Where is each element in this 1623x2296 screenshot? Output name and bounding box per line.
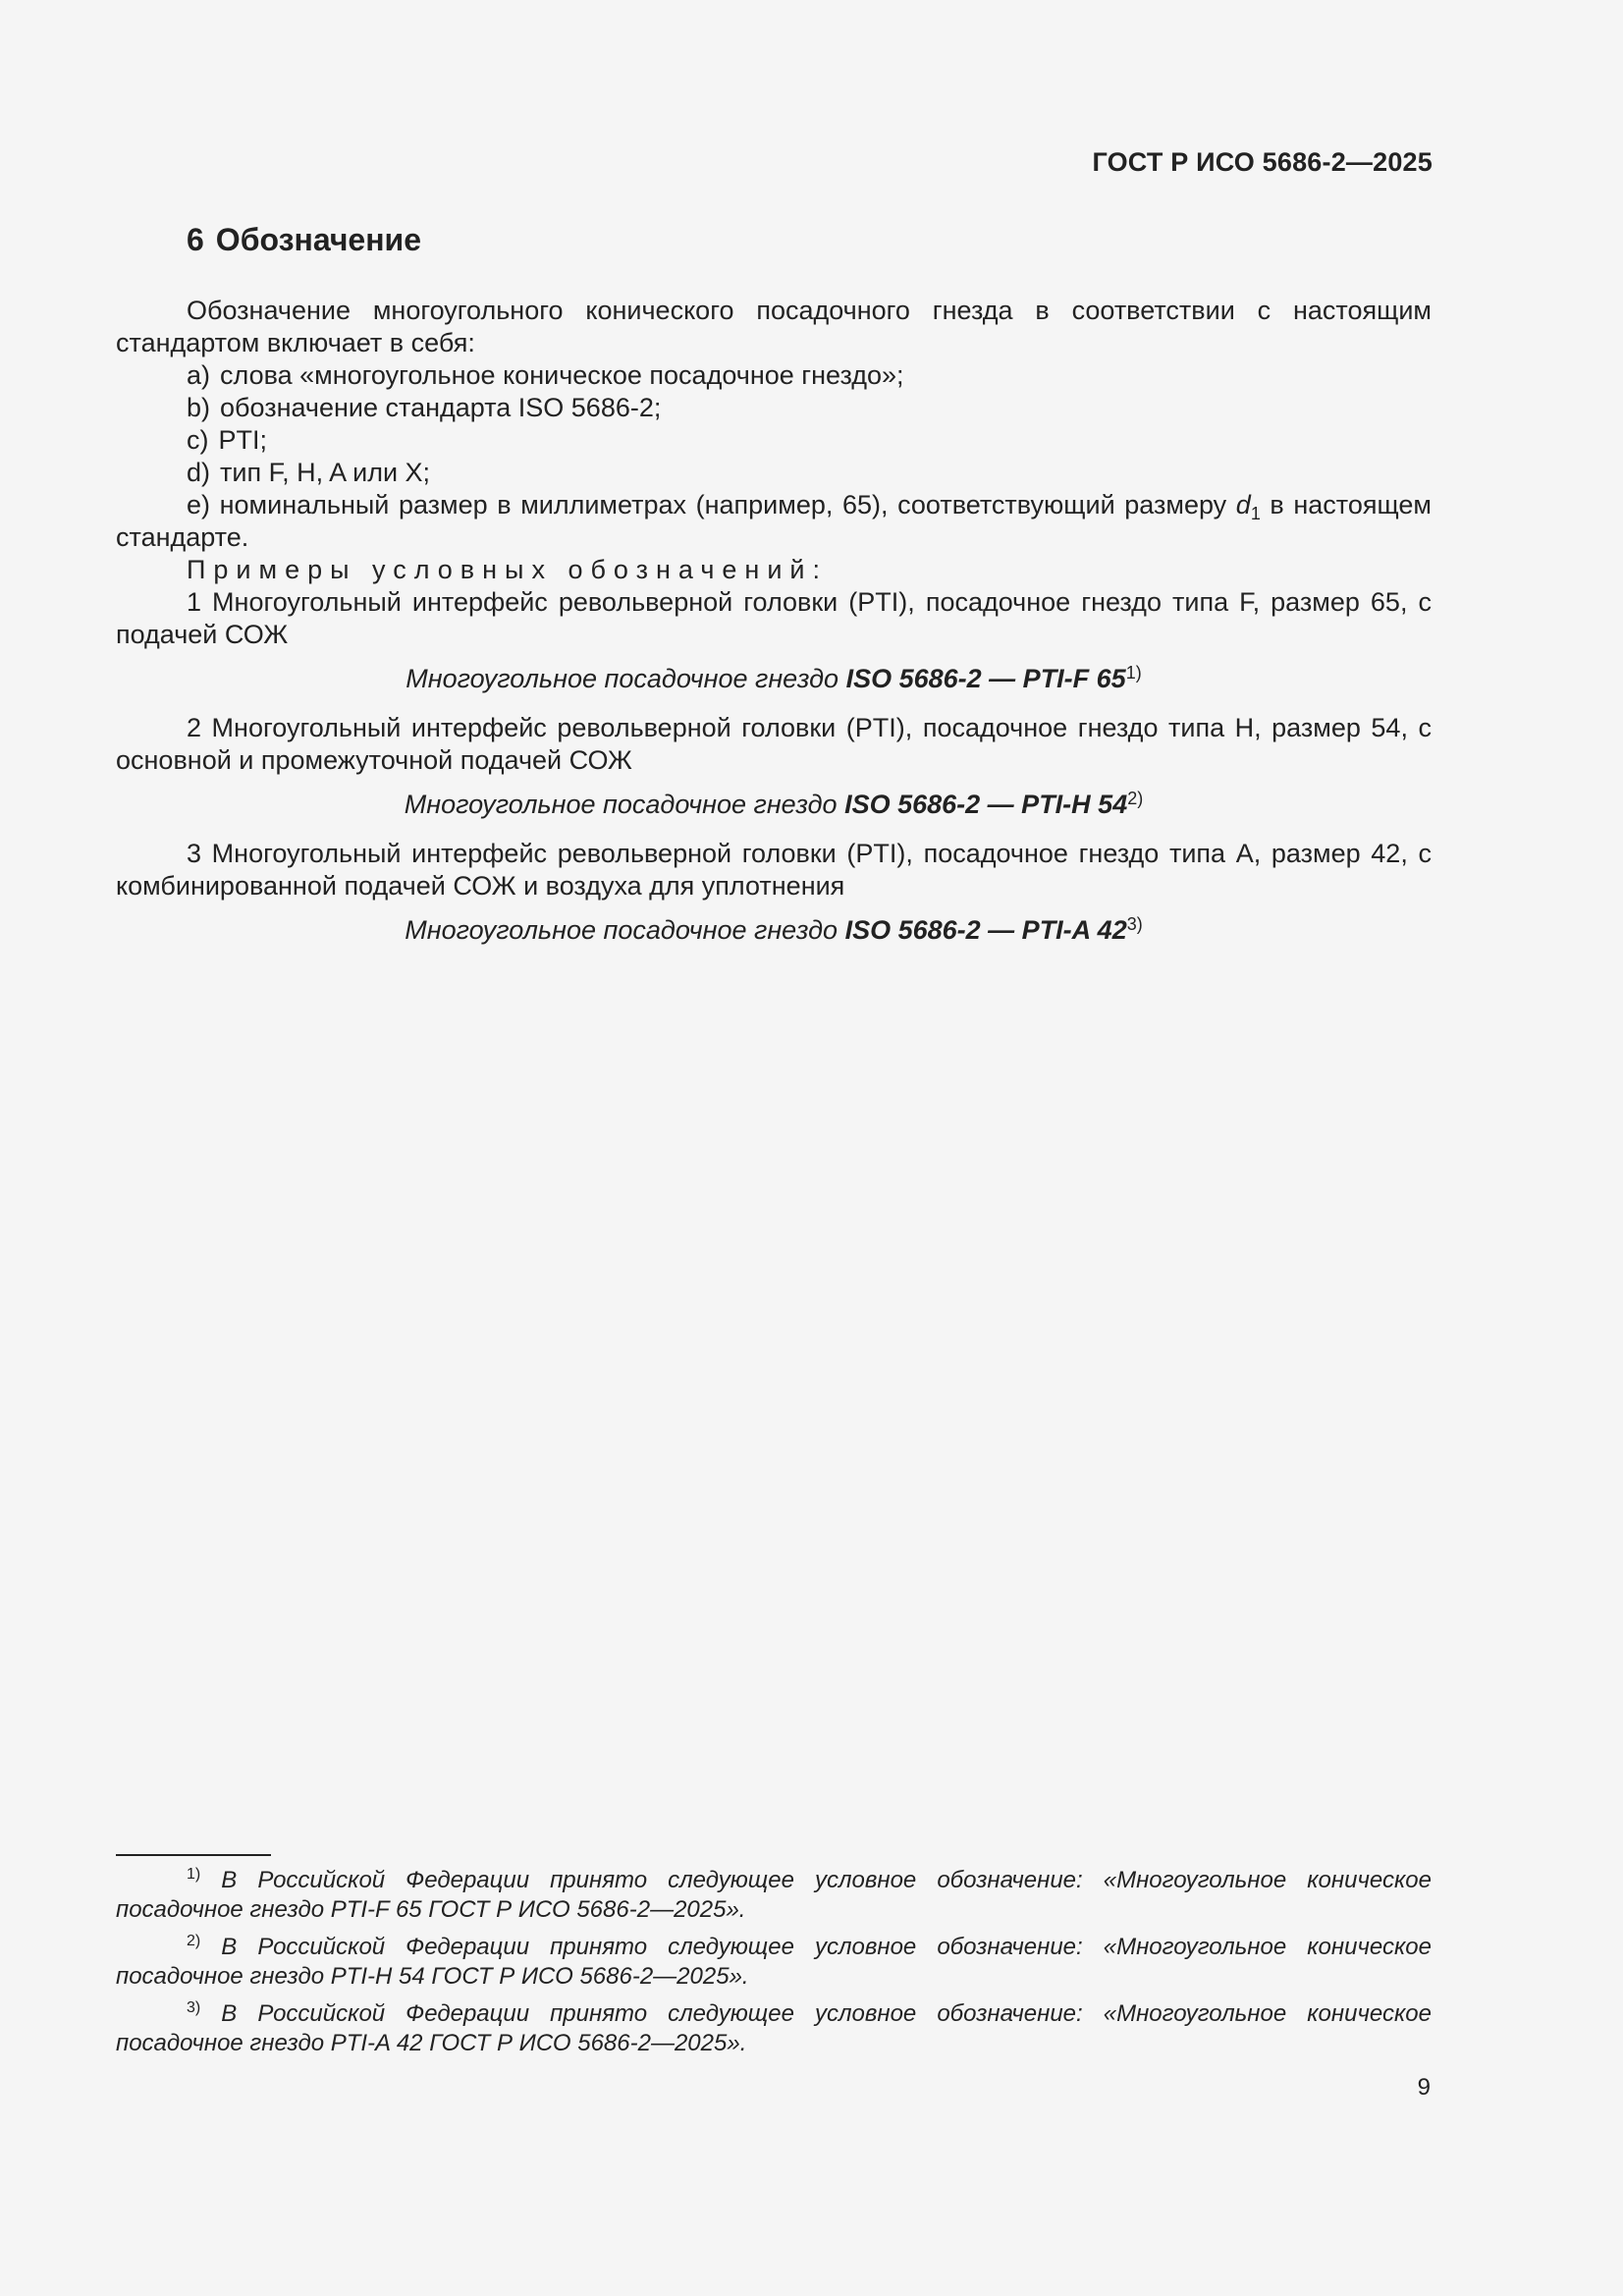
list-marker: e) [187,490,211,519]
footnote-text: В Российской Федерации принято следующее условное обозначение: «Многоугольное коническое посадочное гнездо PTI-A 42 ГОСТ Р ИСО 5686-2—2025». [116,2000,1432,2056]
list-item [116,424,1432,457]
list-marker: d) [187,458,211,487]
footnote-marker: 3) [187,1999,201,2016]
designation-prefix: Многоугольное посадочное гнездо [405,915,839,945]
designation-code: ISO 5686-2 — PTI-A 42 [844,915,1127,945]
list-item-text: обозначение стандарта ISO 5686-2; [220,393,662,422]
footnote-marker: 1) [187,1866,201,1883]
designation-code: ISO 5686-2 — PTI-F 65 [845,664,1126,693]
example-designation [116,663,1432,695]
example-text: 3 Многоугольный интерфейс револьверной головки (PTI), посадочное гнездо типа A, размер 42, с комбинированной подачей СОЖ и воздуха для уплотнения [116,839,1432,901]
designation-prefix: Многоугольное посадочное гнездо [404,790,838,819]
footnote-ref: 3) [1126,914,1143,934]
list-item-text: номинальный размер в миллиметрах (например, 65), соответствующий размеру [219,490,1236,519]
footnote-ref: 1) [1125,663,1142,683]
list-item [116,489,1432,554]
symbol-d: d [1235,490,1251,519]
list-item-text: PTI; [218,425,268,455]
list-item-text-after: в настоящем стандарте. [116,490,1432,552]
footnote-marker: 2) [187,1933,201,1949]
example-designation [116,789,1432,821]
examples-title: Примеры условных обозначений: [187,555,829,584]
footnote [116,1866,1432,1925]
list-item [116,392,1432,424]
footnote-separator [116,1854,271,1856]
footnote-text: В Российской Федерации принято следующее условное обозначение: «Многоугольное коническое посадочное гнездо PTI-F 65 ГОСТ Р ИСО 5686-2—2025». [116,1867,1432,1923]
footnote [116,1933,1432,1992]
document-header: ГОСТ Р ИСО 5686-2—2025 [1092,147,1433,177]
list-item-text: слова «многоугольное коническое посадочное гнездо»; [220,360,904,390]
list-marker: a) [187,360,211,390]
footnotes [116,1866,1432,2066]
list-item [116,457,1432,489]
list-marker: c) [187,425,209,455]
list-item [116,359,1432,392]
section-title-text: Обозначение [215,222,421,257]
footnote-text: В Российской Федерации принято следующее условное обозначение: «Многоугольное коническое посадочное гнездо PTI-H 54 ГОСТ Р ИСО 5686-2—2025». [116,1934,1432,1990]
list-marker: b) [187,393,211,422]
list-item-text: тип F, H, A или X; [220,458,431,487]
symbol-subscript: 1 [1250,504,1261,523]
main-content [116,220,1432,963]
section-number: 6 [187,222,204,257]
page-number: 9 [1417,2074,1431,2101]
example-text: 2 Многоугольный интерфейс револьверной головки (PTI), посадочное гнездо типа H, размер 54, с основной и промежуточной подачей СОЖ [116,713,1432,775]
intro-paragraph: Обозначение многоугольного конического посадочного гнезда в соответствии с настоящим стандартом включает в себя: [116,296,1432,357]
footnote [116,1999,1432,2058]
footnote-ref: 2) [1127,789,1144,808]
designation-prefix: Многоугольное посадочное гнездо [406,664,839,693]
section-title [187,220,1432,259]
designation-code: ISO 5686-2 — PTI-H 54 [844,790,1128,819]
example-text: 1 Многоугольный интерфейс револьверной головки (PTI), посадочное гнездо типа F, размер 65, с подачей СОЖ [116,587,1432,649]
example-designation [116,914,1432,947]
